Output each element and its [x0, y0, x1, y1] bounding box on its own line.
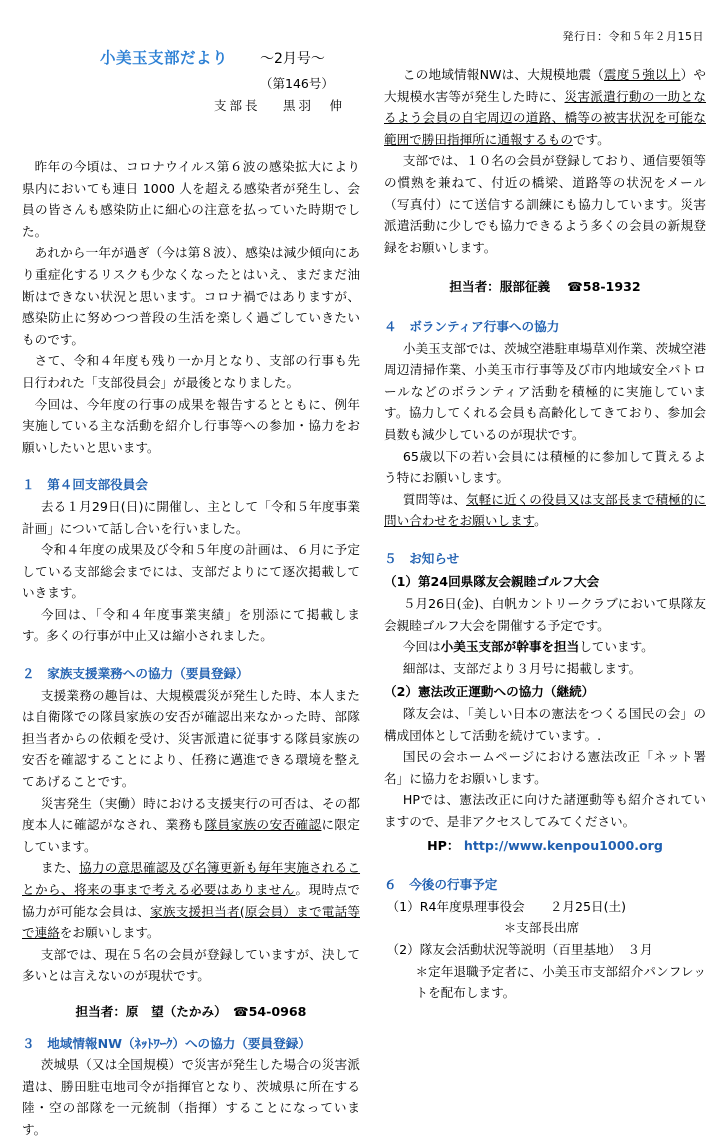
notice-2-heading: （2）憲法改正運動への協力（継続）	[384, 684, 595, 700]
section-4-paragraph	[384, 489, 706, 532]
left-column	[22, 40, 360, 1141]
section-1-paragraph: 今回は、「令和４年度事業実績」を別添にて掲載します。多くの行事が中止又は縮小されました。	[22, 606, 360, 644]
text-run: に限定しています。	[22, 817, 361, 854]
underlined-text: 家族支援担当者(原会員）まで電話等で連絡	[22, 903, 360, 941]
notice-2-paragraph: HPでは、憲法改正に向けた諸運動等も紹介されていますので、是非アクセスしてみてください。	[384, 792, 706, 829]
text-run: しています。	[579, 639, 654, 655]
section-2-paragraph: 支部では、現在５名の会員が登録していますが、決して多いとは言えないのが現状です。	[22, 946, 360, 984]
intro-paragraph: あれから一年が過ぎ（今は第８波）、感染は減少傾向にあり重症化するリスクも少なくなったとはいえ、まだまだ油断はできない状況と思います。コロナ禍ではありますが、感染防止に努めつつ普段の生活を楽しく過ごしていきたいものです。	[22, 245, 360, 347]
section-3-paragraph: 茨城県（又は全国規模）で災害が発生した場合の災害派遣は、勝田駐屯地司令が指揮官となり、茨城県に所在する陸・空の部隊を一元統制（指揮）することになっています。	[22, 1057, 360, 1137]
intro-paragraph: 昨年の今頃は、コロナウイルス第６波の感染拡大により県内においても連日 1000 人を超える感染者が発生し、会員の皆さんも感染防止に細心の注意を払っていた時期でした。	[22, 159, 360, 239]
text-run: 。	[534, 513, 547, 529]
issue-number: （第146号）	[260, 76, 334, 91]
text-run: この地域情報NWは、大規模地震（	[402, 67, 604, 82]
masthead	[22, 40, 360, 144]
schedule-note: ＊定年退職予定者に、小美玉市支部紹介パンフレットを配布します。	[415, 963, 706, 1001]
section-2-paragraph	[22, 857, 360, 943]
section-3-paragraph: 支部では、１０名の会員が登録しており、通信要領等の慣熟を兼ねて、付近の橋梁、道路等の状況をメール（写真付）にて送信する訓練にも協力しています。災害派遣活動に少しでも協力できるよう多くの会員の新規登録をお願いします。	[384, 153, 706, 255]
notice-1-paragraph: 細部は、支部だより３月号に掲載します。	[402, 660, 642, 676]
intro-paragraph: 今回は、今年度の行事の成果を報告するとともに、例年実施している主な活動を紹介し行事等への参加・協力をお願いしたいと思います。	[22, 396, 360, 455]
section-3-contact: 担当者：服部征義 ☎58-1932	[449, 279, 641, 295]
underlined-text: 隊員家族の安否確認	[204, 817, 322, 833]
text-run: です。	[572, 131, 610, 147]
section-2-paragraph: 支援業務の趣旨は、大規模震災が発生した時、本人または自衛隊での隊員家族の安否が確認出来なかった時、部隊担当者からの依頼を受け、災害派遣に従事する隊員家族の安否を確認することにより、任務に邁進できる環境を整えてあげることです。	[22, 687, 360, 790]
notice-2-paragraph: 隊友会は、「美しい日本の憲法をつくる国民の会」の構成団体として活動を続けています。.	[384, 706, 706, 743]
text-run: をお願いします。	[59, 925, 160, 941]
underlined-text: 協力の意思確認及び名簿更新も毎年実施されることから、将来の事まで考える必要はありません	[22, 860, 361, 897]
notice-1-paragraph	[384, 636, 706, 658]
notice-1-heading: （1）第24回県隊友会親睦ゴルフ大会	[384, 574, 600, 590]
website-label: HP：	[427, 837, 460, 853]
text-run: 災害発生（実働）時における支援実行の可否は、その都度本人に確認がなされ、業務も	[22, 795, 360, 833]
schedule-item: （2）隊友会活動状況等説明（百里基地） ３月	[386, 941, 653, 957]
underlined-text: 気軽に近くの役員又は支部長まで積極的に問い合わせをお願いします	[384, 491, 707, 529]
issue-date: 発行日：令和５年２月15日	[562, 30, 704, 43]
section-1-paragraph: 令和４年度の成果及び令和５年度の計画は、６月に予定している支部総会までには、支部だよりにて逐次掲載していきます。	[22, 542, 360, 601]
newsletter-title: 小美玉支部だより	[100, 49, 229, 67]
section-heading-4: ４ ボランティア行事への協力	[384, 318, 560, 334]
text-run: また、	[40, 860, 80, 876]
section-heading-3: ３ 地域情報NW（ﾈｯﾄﾜｰｸ）への協力（要員登録）	[22, 1035, 311, 1051]
intro-paragraph: さて、令和４年度も残り一か月となり、支部の行事も先日行われた「支部役員会」が最後となりました。	[22, 353, 360, 390]
section-heading-5: ５ お知らせ	[384, 550, 460, 566]
text-run: 質問等は、	[402, 491, 467, 507]
section-2-paragraph	[22, 793, 360, 858]
section-2-contact: 担当者：原 望（たかみ） ☎54-0968	[75, 1003, 307, 1019]
author-line: 支部長 黒羽 伸	[214, 98, 345, 113]
website-line	[384, 835, 706, 857]
text-run: ）や大規模水害等が発生した時に、	[384, 67, 707, 104]
section-heading-2: ２ 家族支援業務への協力（要員登録）	[22, 666, 249, 682]
underlined-text: 震度５強以上	[603, 67, 681, 82]
notice-1-paragraph: ５月26日(金)、白帆カントリークラブにおいて県隊友会親睦ゴルフ大会を開催する予定です。	[384, 596, 706, 633]
section-heading-6: ６ 今後の行事予定	[384, 877, 498, 893]
section-1-paragraph: 去る１月29日(日)に開催し、主として「令和５年度事業計画」について話し合いを行いました。	[22, 498, 360, 536]
underlined-text: 災害派遣行動の一助となるよう会員の自宅周辺の道路、橋等の被害状況を可能な範囲で勝田指揮所に通報するもの	[384, 88, 707, 147]
section-heading-1: １ 第４回支部役員会	[22, 477, 148, 493]
newsletter-month: ～2月号～	[260, 51, 325, 67]
intro-section	[22, 156, 360, 458]
notice-2-paragraph: 国民の会ホームページにおける憲法改正「ネット署名」に協力をお願いします。	[384, 749, 706, 786]
section-4-paragraph: 65歳以下の若い会員には積極的に参加して貰えるよう特にお願いします。	[384, 448, 706, 486]
website-link[interactable]: http://www.kenpou1000.org	[463, 837, 663, 853]
section-3-paragraph	[384, 64, 706, 150]
schedule-item: （1）R4年度県理事役会 ２月25日(土)	[386, 898, 627, 914]
bold-text: 小美玉支部が幹事を担当	[440, 639, 580, 655]
section-4-paragraph: 小美玉支部では、茨城空港駐車場草刈作業、茨城空港周辺清掃作業、小美玉市行事等及び市内地域安全パトロールなどのボランティア活動を積極的に実施しています。協力してくれる会員も高齢化してきており、参加会員数も減少しているのが現状です。	[384, 340, 706, 442]
right-column	[384, 64, 706, 1004]
text-run: 。現時点で協力が可能な会員は、	[22, 882, 361, 919]
schedule-note: ＊支部長出席	[503, 920, 580, 936]
text-run: 今回は	[402, 639, 441, 655]
